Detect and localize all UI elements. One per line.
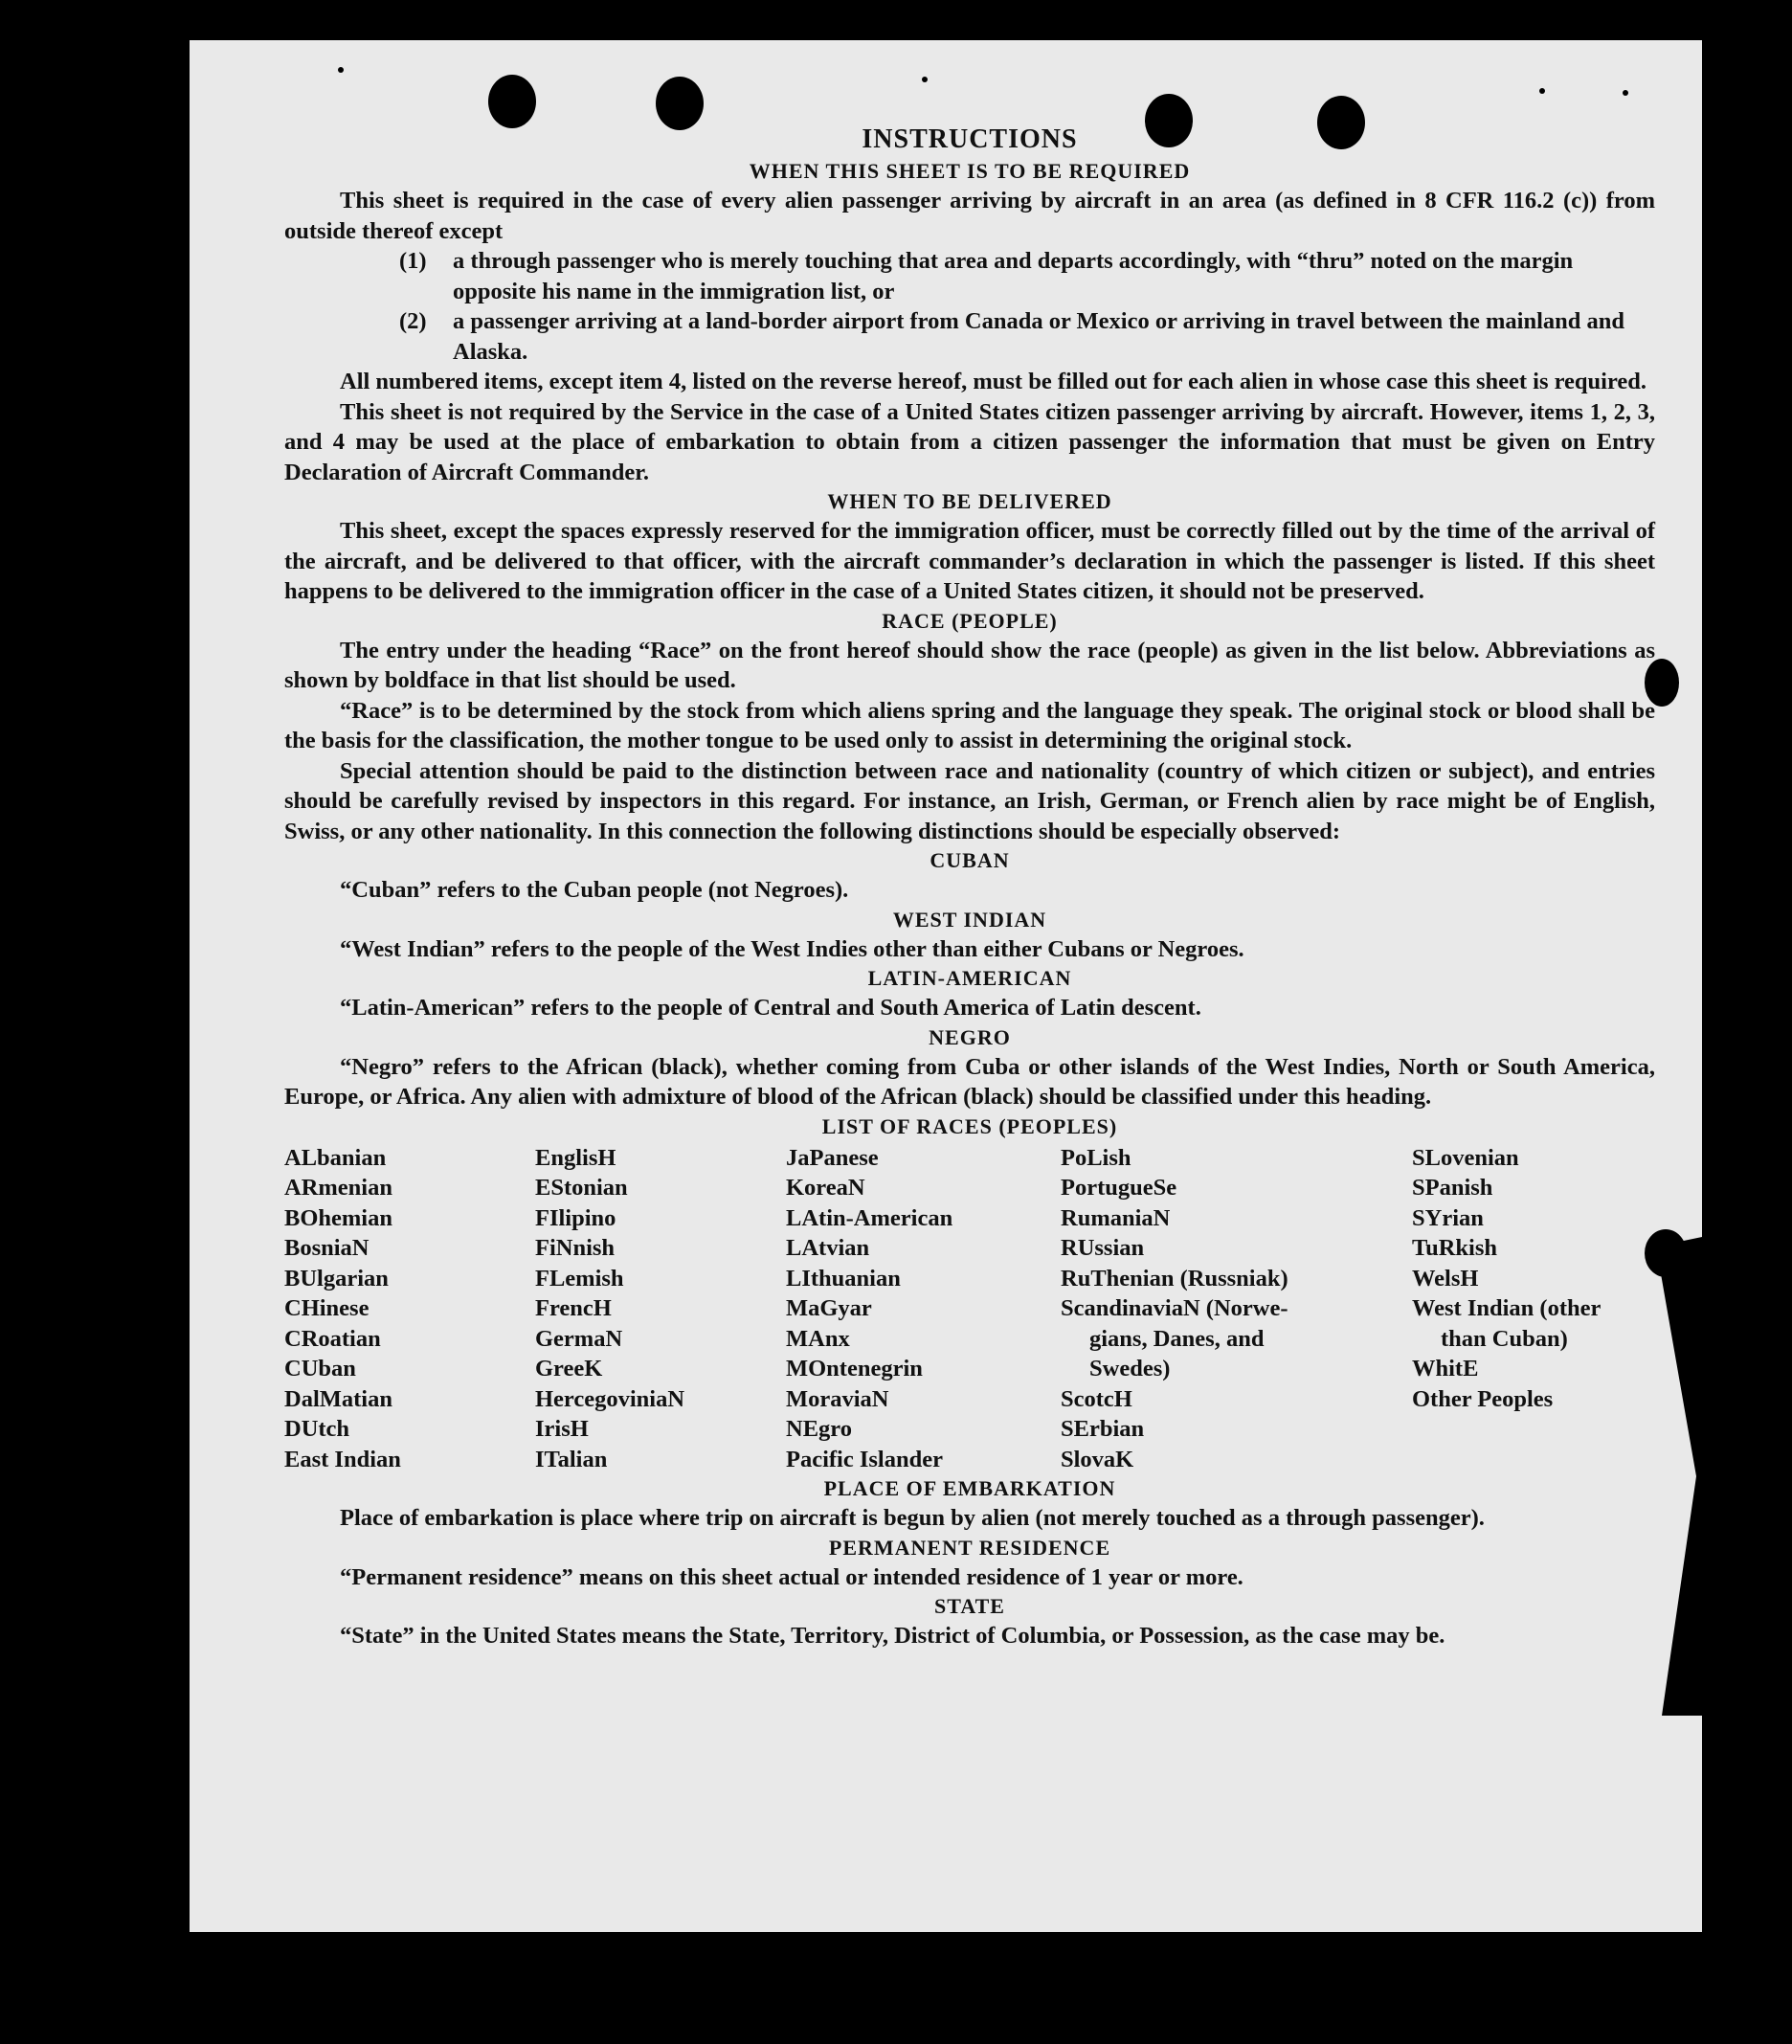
section-heading-embarkation: PLACE OF EMBARKATION [823,1476,1116,1500]
race-item: LAtin-American [786,1204,953,1231]
section-heading-residence: PERMANENT RESIDENCE [828,1535,1111,1560]
speck [922,77,928,82]
race-item: CHinese [284,1295,370,1321]
paragraph: “Permanent residence” means on this sheet actual or intended residence of 1 year or more. [340,1563,1243,1590]
race-item: LIthuanian [786,1265,901,1292]
race-item: PortugueSe [1061,1175,1177,1201]
race-item: MaGyar [786,1295,872,1321]
race-item: MoraviaN [786,1385,889,1412]
race-item: GermaN [535,1325,623,1352]
paragraph: Place of embarkation is place where trip on aircraft is begun by alien (not merely touched as a through passenger). [340,1505,1485,1531]
race-item: FIlipino [535,1204,616,1231]
paragraph: “Race” is to be determined by the stock from which aliens spring and the language they speak. The original stock or blood shall be the basis for the classification, the mother tongue to be used only to assist in determining the original stock. [284,697,1655,753]
paragraph: This sheet is not required by the Service in the case of a United States citizen passenger arriving by aircraft. However, items 1, 2, 3, and 4 may be used at the place of embarkation to obtain from a citizen passenger the information that must be given on Entry Declaration of Aircraft Commander. [284,398,1655,485]
exception-item [399,306,1655,367]
race-item: BOhemian [284,1204,392,1231]
instructions-content [284,123,1655,1651]
section-heading-state: STATE [934,1594,1005,1618]
race-item: WhitE [1412,1356,1479,1381]
race-item: KoreaN [786,1175,865,1201]
race-item: SLovenian [1412,1144,1519,1171]
race-item-continued: gians, Danes, and [1089,1325,1265,1352]
race-item: EnglisH [535,1144,616,1171]
race-item: ARmenian [284,1175,392,1201]
speck [1539,88,1545,94]
race-item-continued: than Cuban) [1441,1325,1568,1352]
item-text: a through passenger who is merely touching that area and departs accordingly, with “thru” noted on the margin opposite his name in the immigration list, or [453,248,1574,304]
race-item: MAnx [786,1325,850,1352]
race-item: Other Peoples [1412,1385,1554,1412]
section-heading-race: RACE (PEOPLE) [882,608,1058,633]
race-item: RumaniaN [1061,1204,1171,1231]
item-number: (2) [399,308,427,334]
race-item: RuThenian (Russniak) [1061,1265,1288,1292]
section-heading-negro: NEGRO [929,1024,1011,1049]
paragraph: “Negro” refers to the African (black), whether coming from Cuba or other islands of the West Indies, North or South America, Europe, or Africa. Any alien with admixture of blood of the African (black) should be classified under this heading. [284,1053,1655,1110]
paragraph: “Cuban” refers to the Cuban people (not Negroes). [340,877,849,903]
punch-hole [488,75,536,128]
section-heading-delivered: WHEN TO BE DELIVERED [827,489,1112,513]
paragraph: All numbered items, except item 4, listed on the reverse hereof, must be filled out for each alien in whose case this sheet is required. [340,369,1647,394]
race-item: JaPanese [786,1144,879,1171]
race-item: CRoatian [284,1325,381,1352]
race-item: DalMatian [284,1385,392,1412]
race-item: TuRkish [1412,1235,1498,1261]
race-item-continued: Swedes) [1089,1356,1171,1381]
paragraph: Special attention should be paid to the distinction between race and nationality (country of which citizen or subject), and entries should be carefully revised by inspectors in this regard. For instance, an Irish, German, or French alien by race might be of English, Swiss, or any other nationality. In this connection the following distinctions should be especially observed: [284,757,1655,844]
race-item: CUban [284,1356,356,1381]
exception-item [399,246,1655,306]
paragraph: “West Indian” refers to the people of the West Indies other than either Cubans or Negroes. [340,935,1244,962]
race-item: WelsH [1412,1265,1479,1292]
race-item: Pacific Islander [786,1446,943,1472]
race-item: SErbian [1061,1416,1145,1442]
race-list [284,1143,1655,1475]
race-item: BosniaN [284,1235,370,1261]
section-heading-list: LIST OF RACES (PEOPLES) [821,1113,1118,1138]
race-item: SlovaK [1061,1446,1134,1472]
speck [338,67,344,73]
race-column [284,1143,535,1475]
paragraph: “State” in the United States means the State, Territory, District of Columbia, or Possession, as the case may be. [340,1623,1445,1649]
race-column [1061,1143,1412,1475]
race-item: SPanish [1412,1175,1493,1201]
race-item: NEgro [786,1416,852,1442]
race-item: West Indian (other [1412,1295,1602,1321]
paragraph: This sheet, except the spaces expressly reserved for the immigration officer, must be correctly filled out by the time of the arrival of the aircraft, and be delivered to that officer, with the aircraft commander’s declaration in which the passenger is listed. If this sheet happens to be delivered to the immigration officer in the case of a United States citizen, it should not be preserved. [284,518,1655,604]
speck [1623,90,1628,96]
item-number: (1) [399,248,427,274]
race-item: ALbanian [284,1144,387,1171]
race-item: FiNnish [535,1235,616,1261]
race-item: FLemish [535,1265,624,1292]
race-item: RUssian [1061,1235,1145,1261]
race-item: ScandinaviaN (Norwe- [1061,1295,1288,1321]
race-item: GreeK [535,1356,603,1381]
item-text: a passenger arriving at a land-border airport from Canada or Mexico or arriving in travel between the mainland and Alaska. [453,308,1625,365]
race-item: EStonian [535,1175,628,1201]
race-item: DUtch [284,1416,350,1442]
race-item: FrencH [535,1295,612,1321]
page-title: INSTRUCTIONS [862,124,1078,154]
race-item: BUlgarian [284,1265,389,1292]
race-item: HercegoviniaN [535,1385,685,1412]
section-heading-west-indian: WEST INDIAN [892,907,1047,932]
race-item: MOntenegrin [786,1356,923,1381]
race-item: IrisH [535,1416,589,1442]
race-item: SYrian [1412,1204,1484,1231]
race-item: East Indian [284,1446,401,1472]
race-column [535,1143,786,1475]
race-column [786,1143,1061,1475]
race-column [1412,1143,1655,1475]
paragraph: This sheet is required in the case of every alien passenger arriving by aircraft in an area (as defined in 8 CFR 116.2 (c)) from outside thereof except [284,188,1655,244]
section-heading-required: WHEN THIS SHEET IS TO BE REQUIRED [749,159,1191,183]
race-item: PoLish [1061,1144,1131,1171]
paragraph: “Latin-American” refers to the people of Central and South America of Latin descent. [340,995,1201,1021]
section-heading-cuban: CUBAN [930,848,1010,872]
race-item: LAtvian [786,1235,870,1261]
race-item: ScotcH [1061,1385,1132,1412]
race-item: ITalian [535,1446,608,1472]
paragraph: The entry under the heading “Race” on the front hereof should show the race (people) as given in the list below. Abbreviations as shown by boldface in that list should be used. [284,637,1655,693]
section-heading-latin-american: LATIN-AMERICAN [867,966,1072,990]
